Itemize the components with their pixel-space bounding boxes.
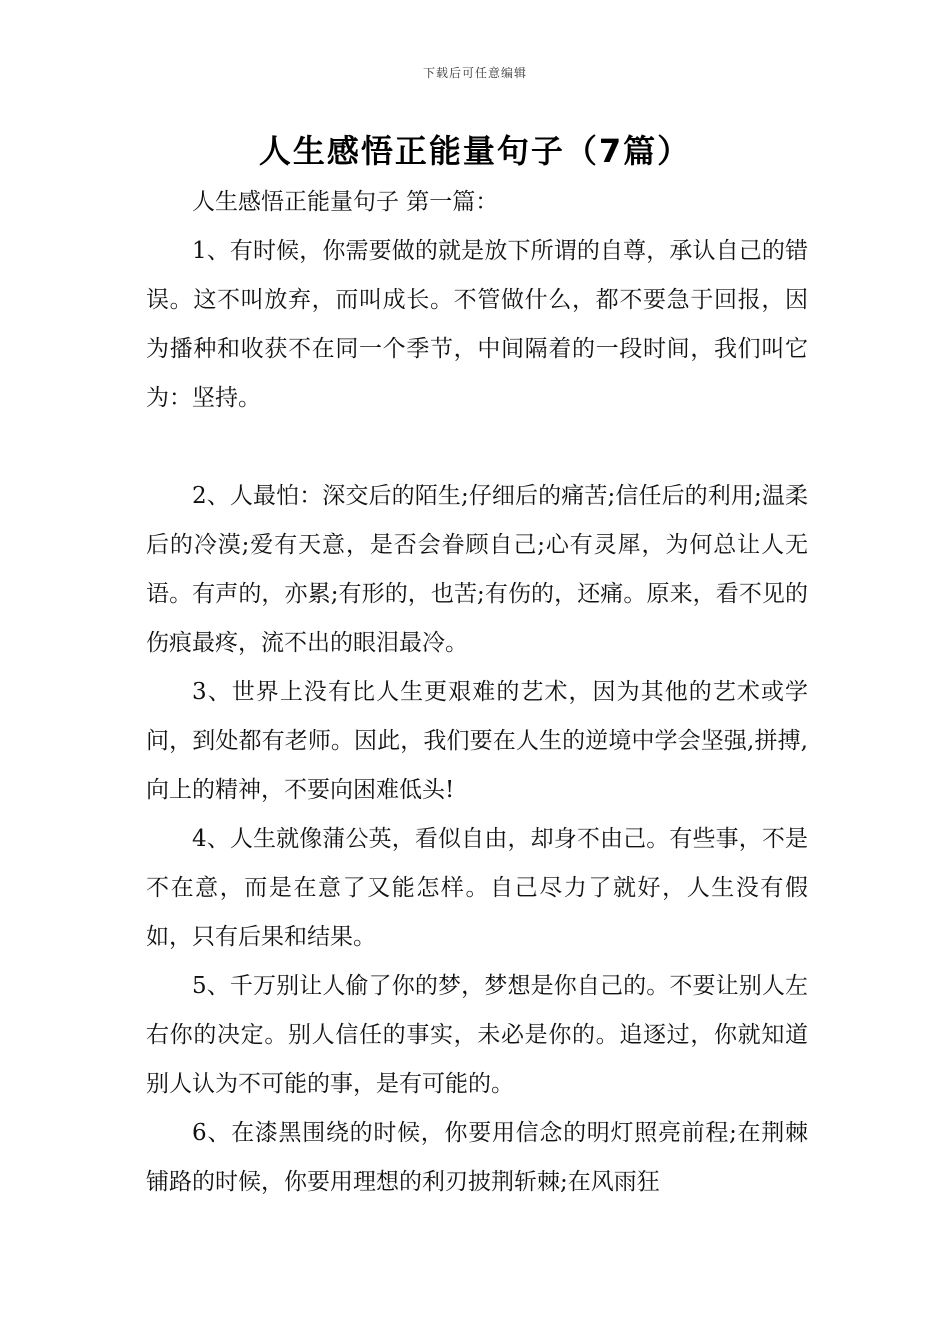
header-note: 下载后可任意编辑 bbox=[422, 66, 527, 80]
section-subtitle: 人生感悟正能量句子 第一篇： bbox=[192, 189, 499, 215]
document-body bbox=[146, 178, 808, 1207]
paragraph-5: 5、千万别让人偷了你的梦，梦想是你自己的。不要让别人左右你的决定。别人信任的事实，未必是你的。追逐过，你就知道别人认为不可能的事，是有可能的。 bbox=[146, 973, 808, 1097]
paragraph-6: 6、在漆黑围绕的时候，你要用信念的明灯照亮前程;在荆棘铺路的时候，你要用理想的利刃披荆斩棘;在风雨狂 bbox=[146, 1120, 808, 1195]
paragraph-4: 4、人生就像蒲公英，看似自由，却身不由己。有些事，不是不在意，而是在意了又能怎样。自己尽力了就好，人生没有假如，只有后果和结果。 bbox=[146, 826, 808, 950]
paragraph-2: 2、人最怕：深交后的陌生;仔细后的痛苦;信任后的利用;温柔后的冷漠;爱有天意，是否会眷顾自己;心有灵犀，为何总让人无语。有声的，亦累;有形的，也苦;有伤的，还痛。原来，看不见的伤痕最疼，流不出的眼泪最冷。 bbox=[146, 483, 808, 656]
paragraph-1: 1、有时候，你需要做的就是放下所谓的自尊，承认自己的错误。这不叫放弃，而叫成长。不管做什么，都不要急于回报，因为播种和收获不在同一个季节，中间隔着的一段时间，我们叫它为：坚持。 bbox=[146, 238, 808, 411]
document-title: 人生感悟正能量句子（7篇） bbox=[258, 132, 692, 170]
paragraph-3: 3、世界上没有比人生更艰难的艺术，因为其他的艺术或学问，到处都有老师。因此，我们要在人生的逆境中学会坚强,拼搏,向上的精神，不要向困难低头! bbox=[146, 679, 808, 803]
